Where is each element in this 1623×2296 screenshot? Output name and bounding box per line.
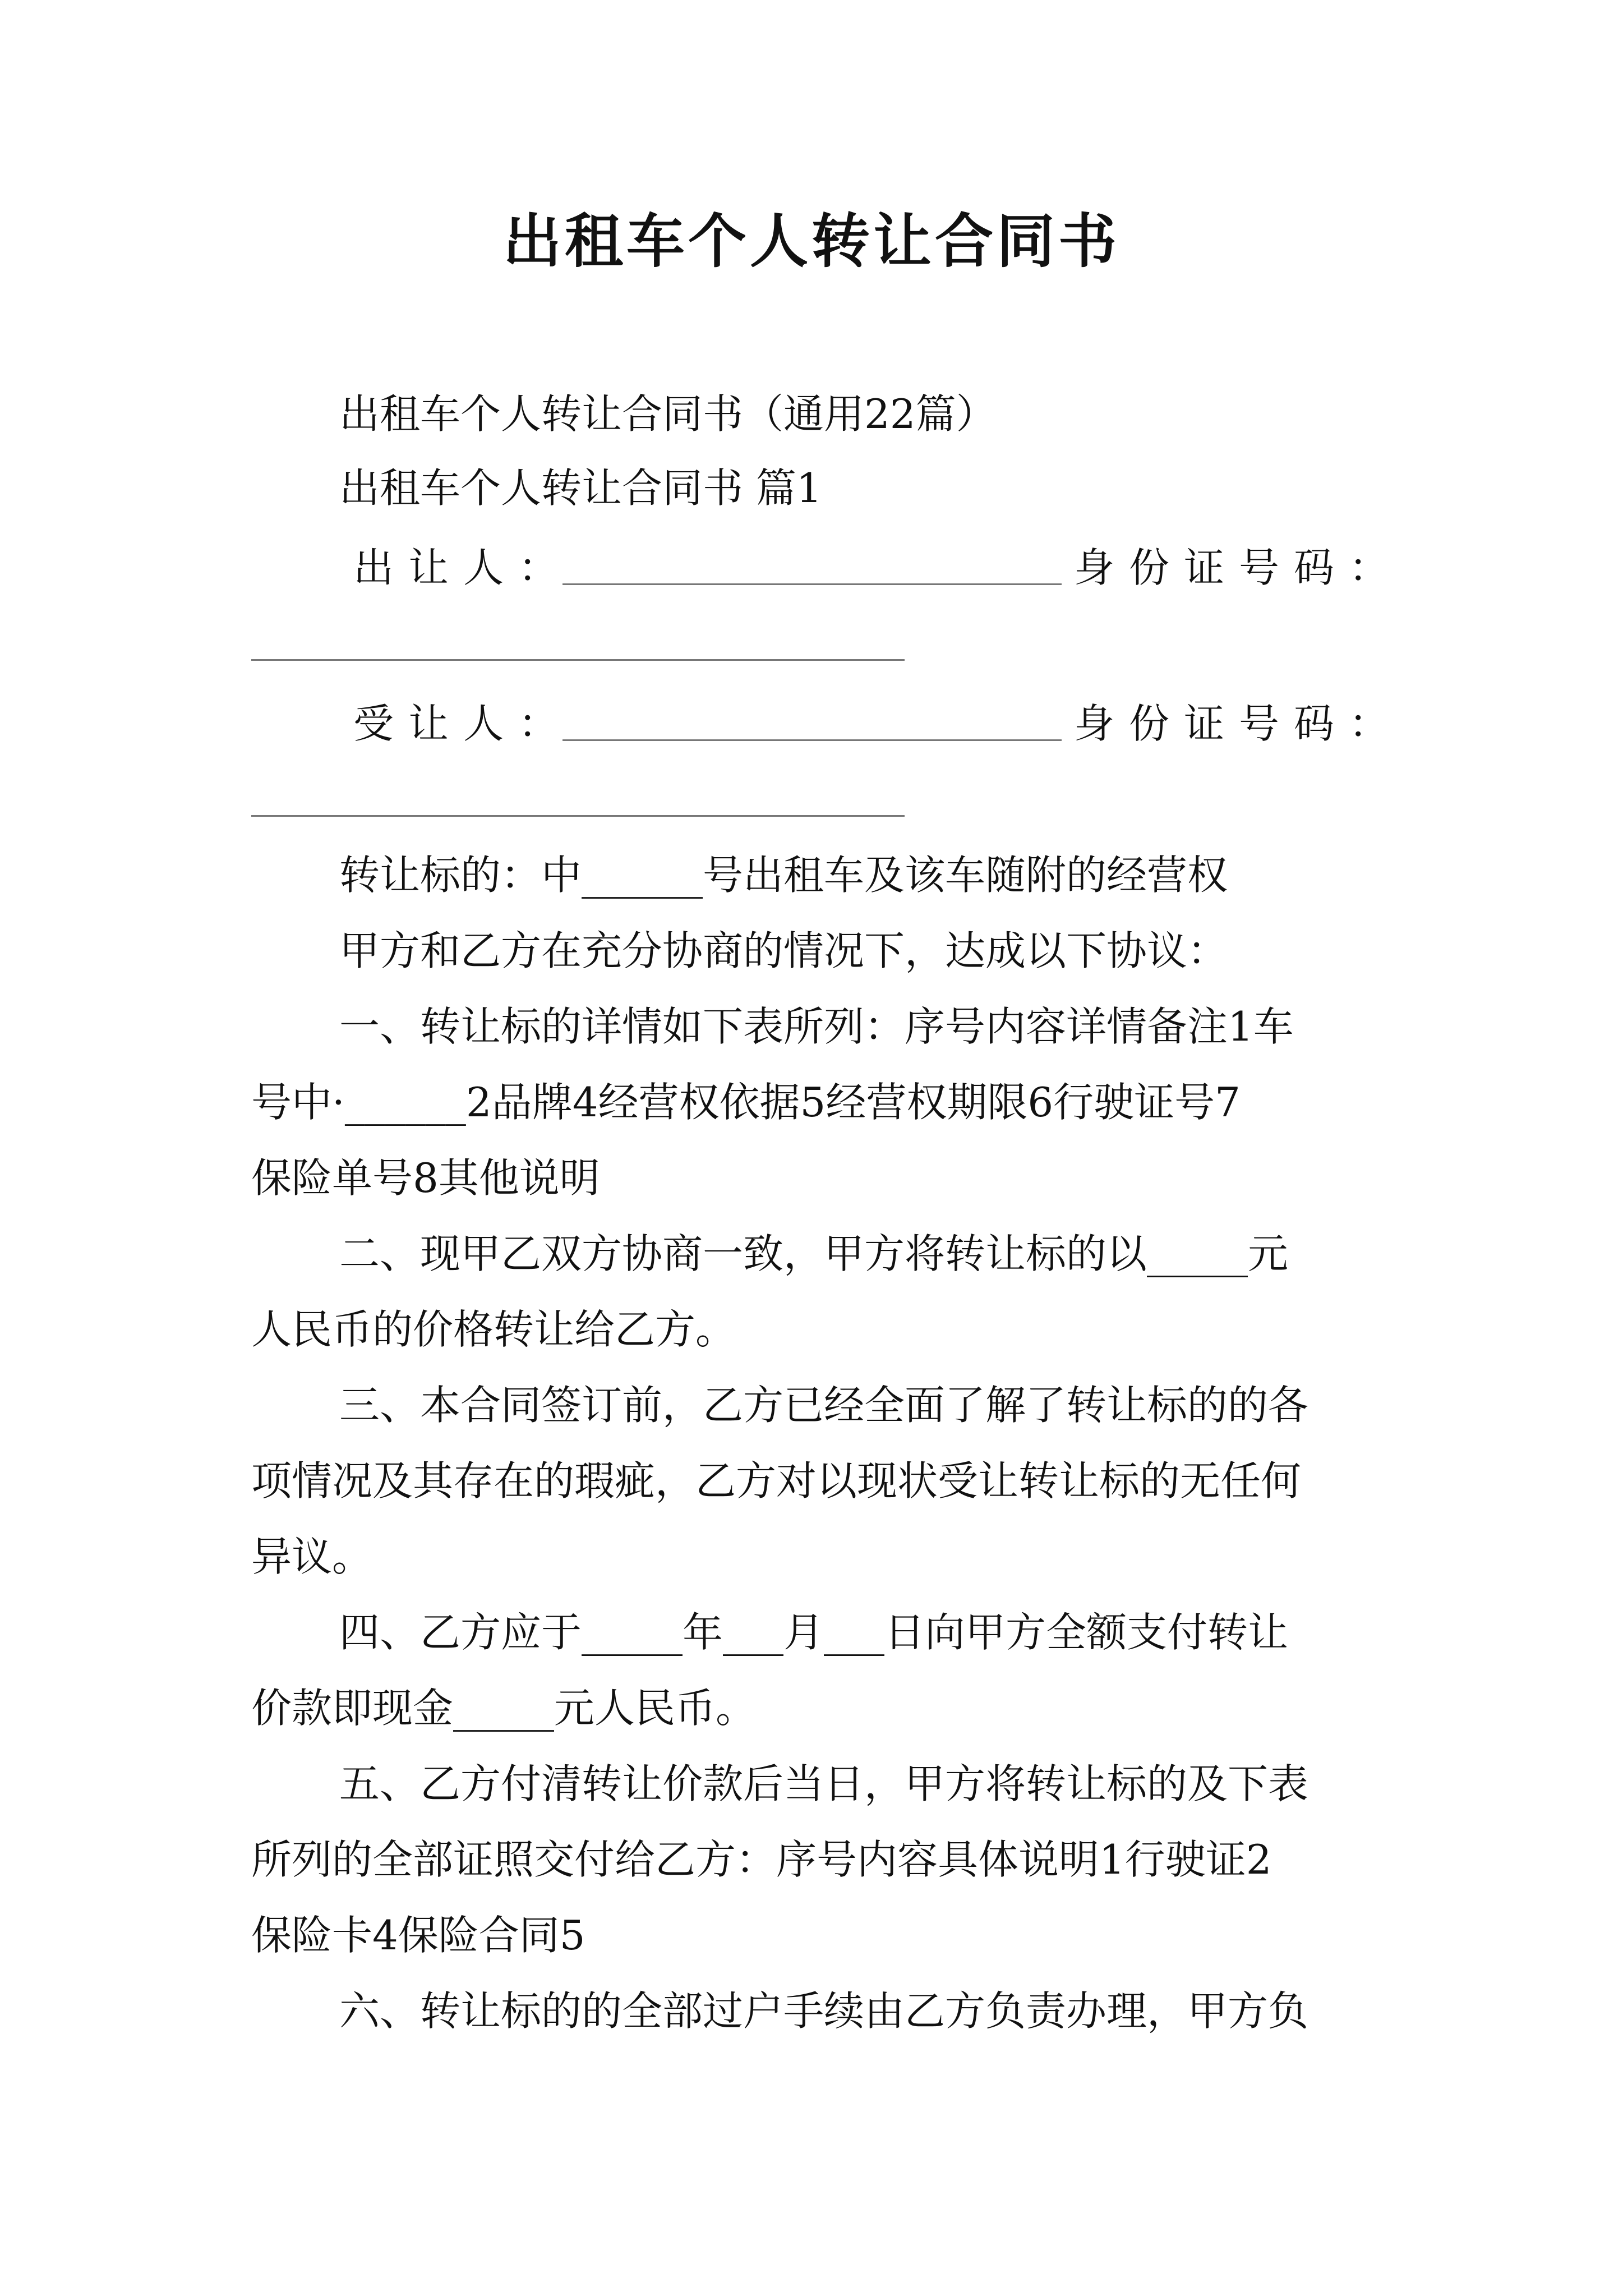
clause-3-line-1: 三、本合同签订前，乙方已经全面了解了转让标的的各 [339,1382,1309,1429]
document-subtitle: 出租车个人转让合同书（通用22篇） [339,390,997,438]
agreement-intro-line: 甲方和乙方在充分协商的情况下，达成以下协议： [339,927,1228,974]
transferee-name-blank [562,739,1062,741]
clause-6-line-1: 六、转让标的的全部过户手续由乙方负责办理，甲方负 [339,1987,1309,2035]
clause-5-line-3: 保险卡4保险合同5 [251,1912,585,1959]
transferor-id-label: 身份证号码： [1074,544,1404,591]
clause-4-line-2: 价款即现金_____元人民币。 [251,1685,757,1732]
clause-5-line-2: 所列的全部证照交付给乙方：序号内容具体说明1行驶证2 [251,1836,1272,1883]
clause-3-line-3: 异议。 [251,1533,373,1580]
clause-2-line-1: 二、现甲乙双方协商一致，甲方将转让标的以_____元 [339,1230,1289,1277]
section-heading: 出租车个人转让合同书 篇1 [339,464,822,512]
clause-1-line-3: 保险单号8其他说明 [251,1154,600,1202]
transferee-id-blank [251,815,905,817]
transfer-object-line: 转让标的：中______号出租车及该车随附的经营权 [339,852,1228,899]
clause-3-line-2: 项情况及其存在的瑕疵，乙方对以现状受让转让标的无任何 [251,1457,1302,1504]
transferor-label: 出让人： [353,544,574,591]
clause-5-line-1: 五、乙方付清转让价款后当日，甲方将转让标的及下表 [339,1760,1309,1807]
clause-1-line-1: 一、转让标的详情如下表所列：序号内容详情备注1车 [339,1003,1294,1050]
transferee-label: 受让人： [353,700,574,747]
clause-1-line-2: 号中·______2品牌4经营权依据5经营权期限6行驶证号7 [251,1079,1241,1126]
document-title: 出租车个人转让合同书 [502,206,1120,275]
transferor-id-blank [251,659,905,661]
transferor-name-blank [562,583,1062,585]
clause-4-line-1: 四、乙方应于_____年___月___日向甲方全额支付转让 [339,1609,1289,1656]
clause-2-line-2: 人民币的价格转让给乙方。 [251,1306,736,1353]
transferee-id-label: 身份证号码： [1074,700,1404,747]
